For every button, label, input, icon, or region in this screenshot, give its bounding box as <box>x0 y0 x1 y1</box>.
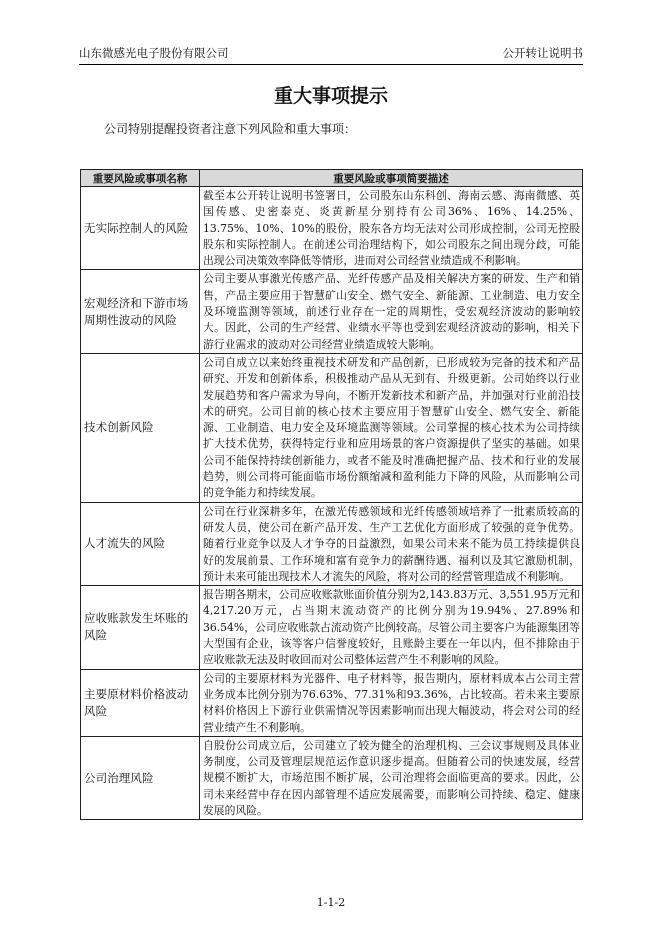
risk-description: 报告期各期末，公司应收账款账面价值分别为2,143.83万元、3,551.95万元和4,217.20万元，占当期末流动资产的比例分别为19.94%、27.89%和36.54%，公司应收账款占流动资产比例较高。尽管公司主要客户为能源集团等大型国有企业，该等客户信誉度较好，且账龄主要在一年以内，但不排除由于应收账款无法及时收回而对公司整体运营产生不利影响的风险。 <box>200 586 583 669</box>
column-header-name: 重要风险或事项名称 <box>81 170 200 187</box>
table-row <box>81 270 583 353</box>
table-row <box>81 502 583 585</box>
risk-name: 人才流失的风险 <box>81 502 200 585</box>
table-row <box>81 353 583 502</box>
risk-name: 宏观经济和下游市场周期性波动的风险 <box>81 270 200 353</box>
table-header-row <box>81 170 583 187</box>
risk-name: 公司治理风险 <box>81 736 200 819</box>
risk-table <box>80 169 583 820</box>
risk-name: 主要原材料价格波动风险 <box>81 669 200 736</box>
header-divider <box>79 64 583 65</box>
page-number: 1-1-2 <box>316 896 346 909</box>
column-header-desc: 重要风险或事项简要描述 <box>200 170 583 187</box>
risk-description: 自股份公司成立后，公司建立了较为健全的治理机构、三会议事规则及具体业务制度，公司及管理层规范运作意识逐步提高。但随着公司的快速发展，经营规模不断扩大，市场范围不断扩展，公司治理将会面临更高的要求。因此，公司未来经营中存在因内部管理不适应发展需要，而影响公司持续、稳定、健康发展的风险。 <box>200 736 583 819</box>
page-title: 重大事项提示 <box>273 85 388 107</box>
risk-description: 公司在行业深耕多年，在激光传感领域和光纤传感领域培养了一批素质较高的研发人员，使公司在新产品开发、生产工艺优化方面形成了较强的竞争优势。随着行业竞争以及人才争夺的日益激烈，如果公司未来不能为员工持续提供良好的发展前景、工作环境和富有竞争力的薪酬待遇、福利以及其它激励机制，预计未来可能出现技术人才流失的风险，将对公司的经营管理造成不利影响。 <box>200 502 583 585</box>
risk-description: 公司主要从事激光传感产品、光纤传感产品及相关解决方案的研发、生产和销售，产品主要应用于智慧矿山安全、燃气安全、新能源、工业制造、电力安全及环境监测等领域，前述行业存在一定的周期性，受宏观经济波动的影响较大。因此，公司的生产经营、业绩水平等也受到宏观经济波动的影响，相关下游行业需求的波动对公司经营业绩造成较大影响。 <box>200 270 583 353</box>
document-type: 公开转让说明书 <box>502 46 583 60</box>
risk-description: 公司自成立以来始终重视技术研发和产品创新，已形成较为完备的技术和产品研究、开发和创新体系，积极推动产品从无到有、升级更新。公司始终以行业发展趋势和客户需求为导向，不断开发新技术和新产品，并加强对行业前沿技术的研究。公司目前的核心技术主要应用于智慧矿山安全、燃气安全、新能源、工业制造、电力安全及环境监测等领域。公司掌握的核心技术为公司持续扩大技术优势，获得特定行业和应用场景的客户资源提供了坚实的基础。如果公司不能保持持续创新能力，或者不能及时准确把握产品、技术和行业的发展趋势，则公司将可能面临市场份额缩减和盈利能力下降的风险，从而影响公司的竞争能力和持续发展。 <box>200 353 583 502</box>
table-row <box>81 669 583 736</box>
risk-description: 截至本公开转让说明书签署日，公司股东山东科创、海南云感、海南微感、英国传感、史密泰克、炎黄新星分别持有公司36%、16%、14.25%、13.75%、10%、10%的股份，股东各方均无法对公司形成控制，公司无控股股东和实际控制人。在前述公司治理结构下，如公司股东之间出现分歧，可能出现公司决策效率降低等情形，进而对公司经营业绩造成不利影响。 <box>200 187 583 270</box>
risk-name: 应收账款发生坏账的风险 <box>81 586 200 669</box>
company-name: 山东微感光电子股份有限公司 <box>79 46 229 60</box>
risk-name: 技术创新风险 <box>81 353 200 502</box>
risk-description: 公司的主要原材料为光器件、电子材料等，报告期内，原材料成本占公司主营业务成本比例分别为76.63%、77.31%和93.36%，占比较高。若未来主要原材料价格因上下游行业供需情况等因素影响而出现大幅波动，将会对公司的经营业绩产生不利影响。 <box>200 669 583 736</box>
table-row <box>81 187 583 270</box>
table-row <box>81 586 583 669</box>
risk-name: 无实际控制人的风险 <box>81 187 200 270</box>
intro-paragraph: 公司特别提醒投资者注意下列风险和重大事项： <box>104 122 357 136</box>
table-row <box>81 736 583 819</box>
